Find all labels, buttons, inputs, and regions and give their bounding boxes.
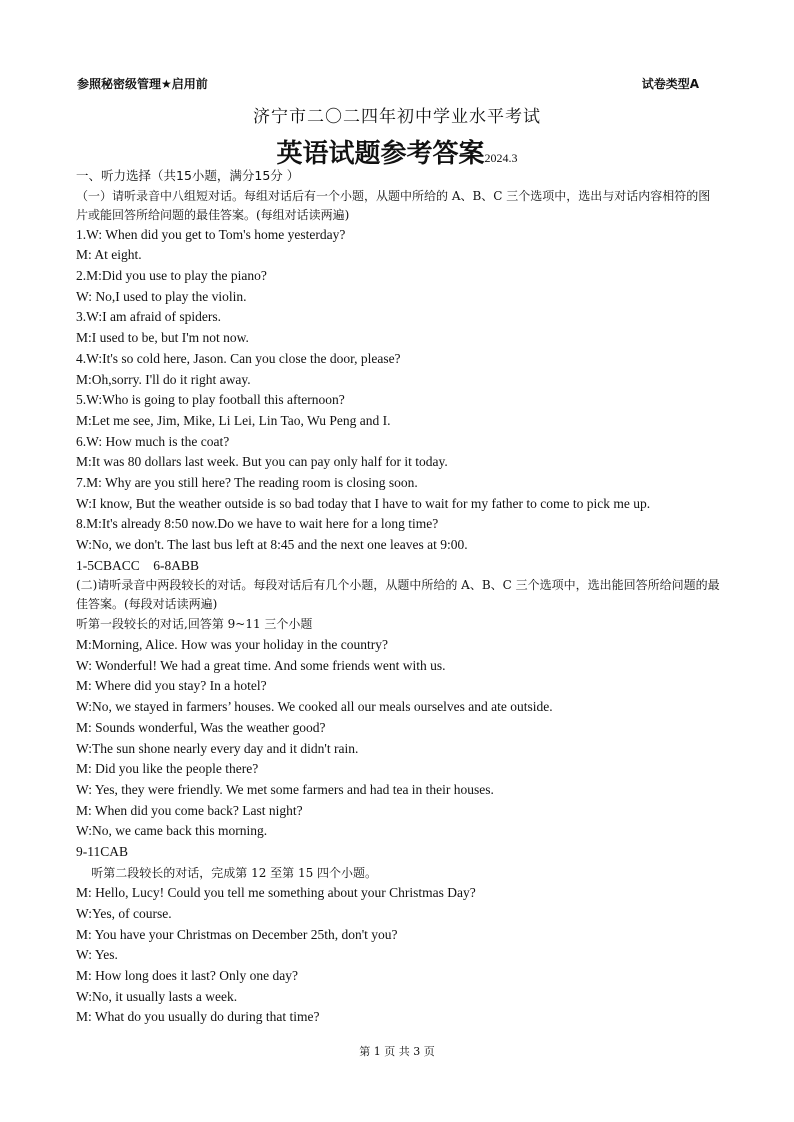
dialogue-line: W:No, it usually lasts a week. — [76, 988, 238, 1004]
instruction-text: (二)请听录音中两段较长的对话。每段对话后有几个小题，从题中所给的 A、B、C 三个选项中，选出能回答所给问题的最佳答案。(每段对话读两遍) — [76, 578, 720, 612]
dialogue-line: M: You have your Christmas on December 25th, don't you? — [76, 926, 398, 942]
dialogue-line: W:No, we came back this morning. — [76, 823, 268, 839]
dialogue-line: W:No, we stayed in farmers’ houses. We cooked all our meals ourselves and ate outside. — [76, 699, 553, 715]
instruction-text: 听第二段较长的对话，完成第 12 至第 15 四个小题。 — [76, 865, 378, 880]
dialogue-line: 8.M:It's already 8:50 now.Do we have to wait here for a long time? — [76, 516, 439, 532]
dialogue-line: M: How long does it last? Only one day? — [76, 968, 298, 984]
dialogue-line: W:No, we don't. The last bus left at 8:45 and the next one leaves at 9:00. — [76, 537, 468, 552]
paper-type-label: 试卷类型A — [641, 77, 699, 91]
dialogue-line: M: Hello, Lucy! Could you tell me something about your Christmas Day? — [76, 885, 476, 901]
dialogue-line: W:Yes, of course. — [76, 906, 172, 921]
dialogue-line: 5.W:Who is going to play football this afternoon? — [76, 392, 345, 408]
dialogue-line: W: Yes. — [76, 947, 118, 963]
dialogue-line: W: No,I used to play the violin. — [76, 288, 247, 304]
dialogue-line: M: When did you come back? Last night? — [76, 802, 303, 818]
answer-content — [76, 166, 722, 1028]
dialogue-line: M:Let me see, Jim, Mike, Li Lei, Lin Tao, Wu Peng and I. — [76, 412, 391, 428]
dialogue-line: M:Oh,sorry. I'll do it right away. — [76, 371, 251, 387]
dialogue-line: M: At eight. — [76, 247, 142, 263]
dialogue-line: M: Did you like the people there? — [76, 761, 259, 777]
page-number: 第 1 页 共 3 页 — [359, 1045, 435, 1058]
dialogue-line: M:I used to be, but I'm not now. — [76, 330, 249, 346]
dialogue-line: 1.W: When did you get to Tom's home yesterday? — [76, 226, 346, 242]
confidentiality-label: 参照秘密级管理★启用前 — [77, 77, 208, 91]
instruction-text: （一）请听录音中八组短对话。每组对话后有一个小题，从题中所给的 A、B、C 三个选项中，选出与对话内容相符的图片或能回答所给问题的最佳答案。(每组对话读两遍) — [76, 188, 711, 222]
dialogue-line: W:I know, But the weather outside is so bad today that I have to wait for my father to come to pick me up. — [76, 495, 651, 511]
dialogue-line: 4.W:It's so cold here, Jason. Can you close the door, please? — [76, 350, 401, 366]
dialogue-line: 2.M:Did you use to play the piano? — [76, 268, 267, 284]
dialogue-line: M: Where did you stay? In a hotel? — [76, 678, 267, 694]
dialogue-line: M:It was 80 dollars last week. But you can pay only half for it today. — [76, 454, 448, 470]
answer-key: 1-5CBACC 6-8ABB — [76, 557, 200, 573]
exam-title: 济宁市二〇二四年初中学业水平考试 — [253, 107, 541, 127]
document-title — [0, 133, 794, 170]
document-title-text: 英语试题参考答案 — [276, 139, 485, 169]
dialogue-line: M:Morning, Alice. How was your holiday in the country? — [76, 637, 388, 653]
instruction-text: 听第一段较长的对话,回答第 9~11 三个小题 — [76, 617, 313, 632]
dialogue-line: M: Sounds wonderful, Was the weather good? — [76, 719, 326, 735]
dialogue-line: 3.W:I am afraid of spiders. — [76, 309, 221, 325]
dialogue-line: 6.W: How much is the coat? — [76, 433, 230, 449]
dialogue-line: W:The sun shone nearly every day and it didn't rain. — [76, 740, 359, 756]
dialogue-line: W: Yes, they were friendly. We met some farmers and had tea in their houses. — [76, 781, 494, 797]
dialogue-line: M: What do you usually do during that time? — [76, 1009, 320, 1025]
answer-key: 9-11CAB — [76, 843, 129, 859]
dialogue-line: W: Wonderful! We had a great time. And some friends went with us. — [76, 657, 446, 673]
section-heading: 一、听力选择（共15小题，满分15分 ） — [76, 168, 300, 183]
dialogue-line: 7.M: Why are you still here? The reading room is closing soon. — [76, 474, 418, 490]
document-date: 2024.3 — [484, 151, 518, 165]
